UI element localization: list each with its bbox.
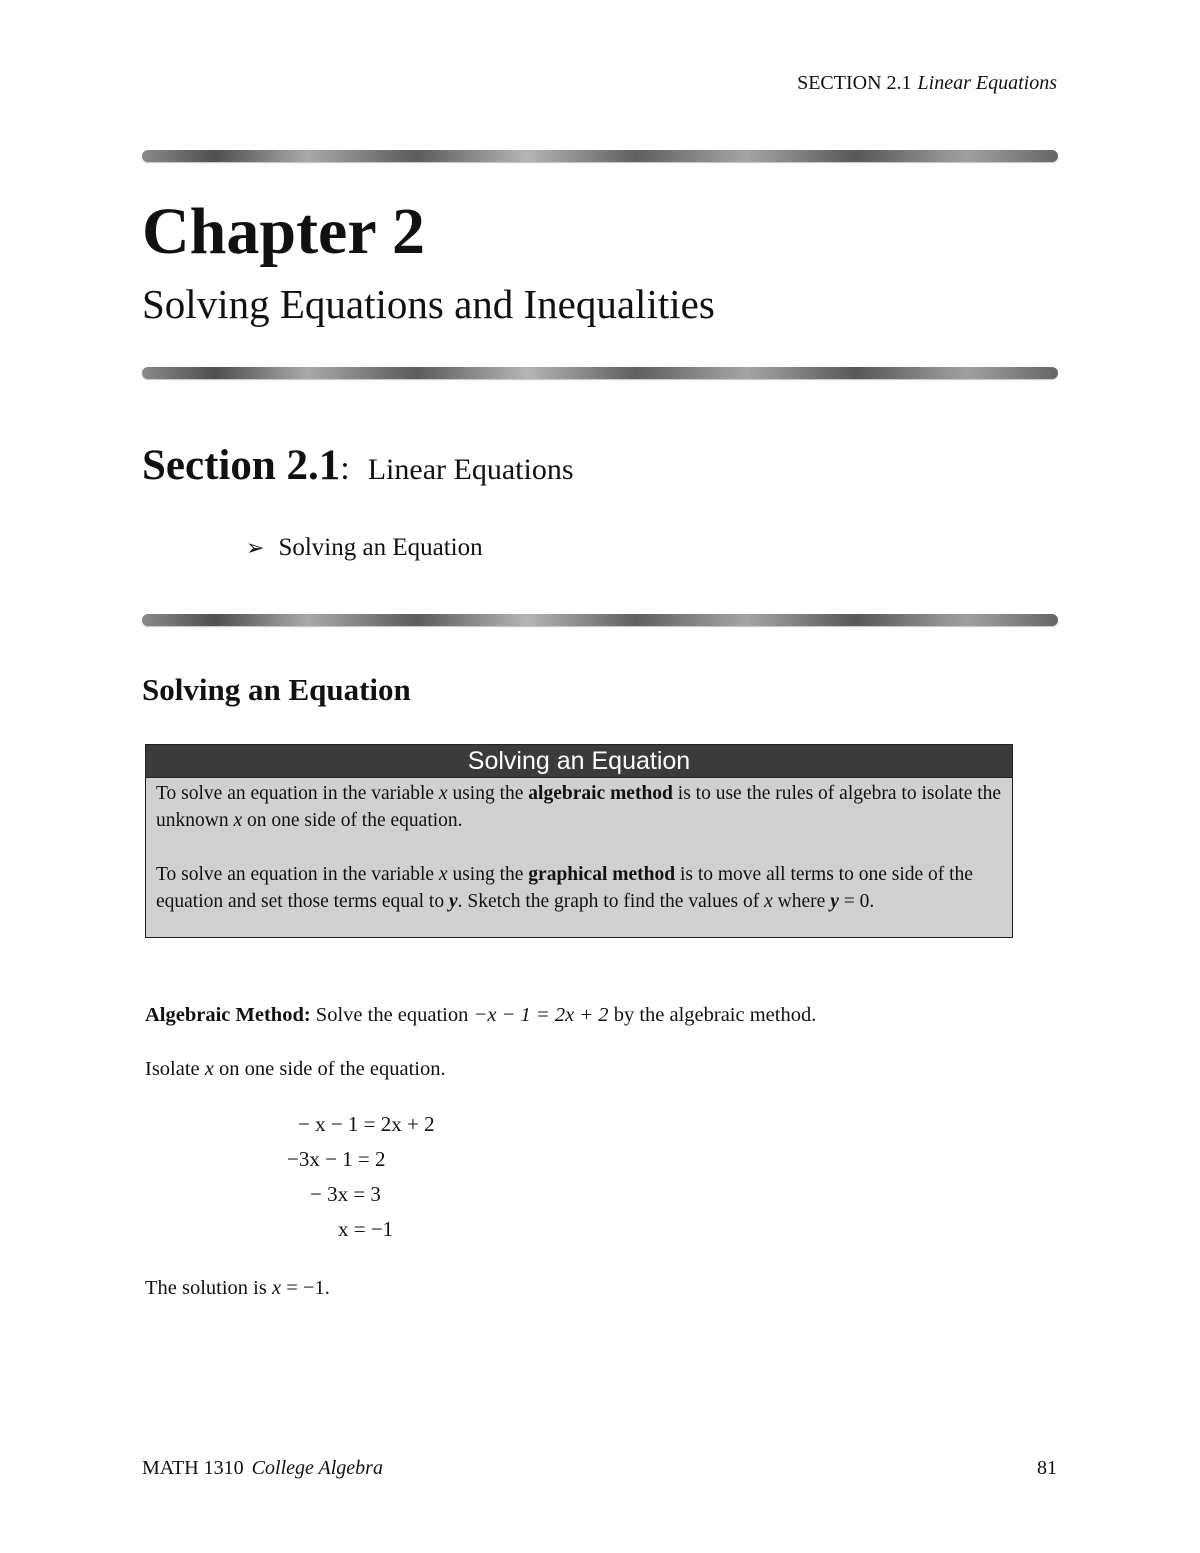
chapter-title: Chapter 2 xyxy=(142,195,425,268)
course-code: MATH 1310 xyxy=(142,1457,244,1479)
subsection-heading: Solving an Equation xyxy=(142,672,411,707)
definition-box-title: Solving an Equation xyxy=(146,745,1012,778)
section-name: Linear Equations xyxy=(367,453,574,486)
isolate-instruction: Isolate x on one side of the equation. xyxy=(145,1058,446,1080)
arrow-bullet-icon: ➢ xyxy=(246,536,265,561)
algebraic-method-definition: To solve an equation in the variable x using the algebraic method is to use the rules of algebra to isolate the unknown x on one side of the equation. xyxy=(156,783,1002,831)
equation-step: − x − 1 = 2x + 2 xyxy=(298,1112,435,1136)
topic-label: Solving an Equation xyxy=(278,534,483,561)
section-heading xyxy=(142,440,574,492)
running-header-section-name: Linear Equations xyxy=(917,72,1057,94)
equation-step: −3x − 1 = 2 xyxy=(287,1147,386,1171)
equation-step: − 3x = 3 xyxy=(310,1182,381,1206)
example-equation: −x − 1 = 2x + 2 xyxy=(473,1004,609,1026)
running-header-section-number: SECTION 2.1 xyxy=(797,72,912,94)
footer-course xyxy=(142,1457,383,1480)
section-divider xyxy=(142,614,1058,626)
running-header xyxy=(797,72,1057,95)
topic-list-item xyxy=(246,534,483,562)
example-label: Algebraic Method: xyxy=(145,1004,311,1026)
section-number: Section 2.1 xyxy=(142,442,341,489)
book-title: College Algebra xyxy=(251,1457,383,1479)
chapter-divider xyxy=(142,367,1058,379)
equation-step: x = −1 xyxy=(338,1217,394,1241)
section-colon: : xyxy=(340,450,350,487)
example-statement: Algebraic Method: Solve the equation −x − 1 = 2x + 2 by the algebraic method. xyxy=(145,1004,817,1026)
solution-statement: The solution is x = −1. xyxy=(145,1277,330,1299)
page-number: 81 xyxy=(1037,1457,1057,1479)
definition-box-body xyxy=(146,778,1012,915)
chapter-subtitle: Solving Equations and Inequalities xyxy=(142,281,715,327)
definition-box xyxy=(145,744,1013,938)
graphical-method-definition: To solve an equation in the variable x using the graphical method is to move all terms to one side of the equation and set those terms equal to y. Sketch the graph to find the values of x where y = 0. xyxy=(156,864,973,912)
top-divider xyxy=(142,150,1058,162)
